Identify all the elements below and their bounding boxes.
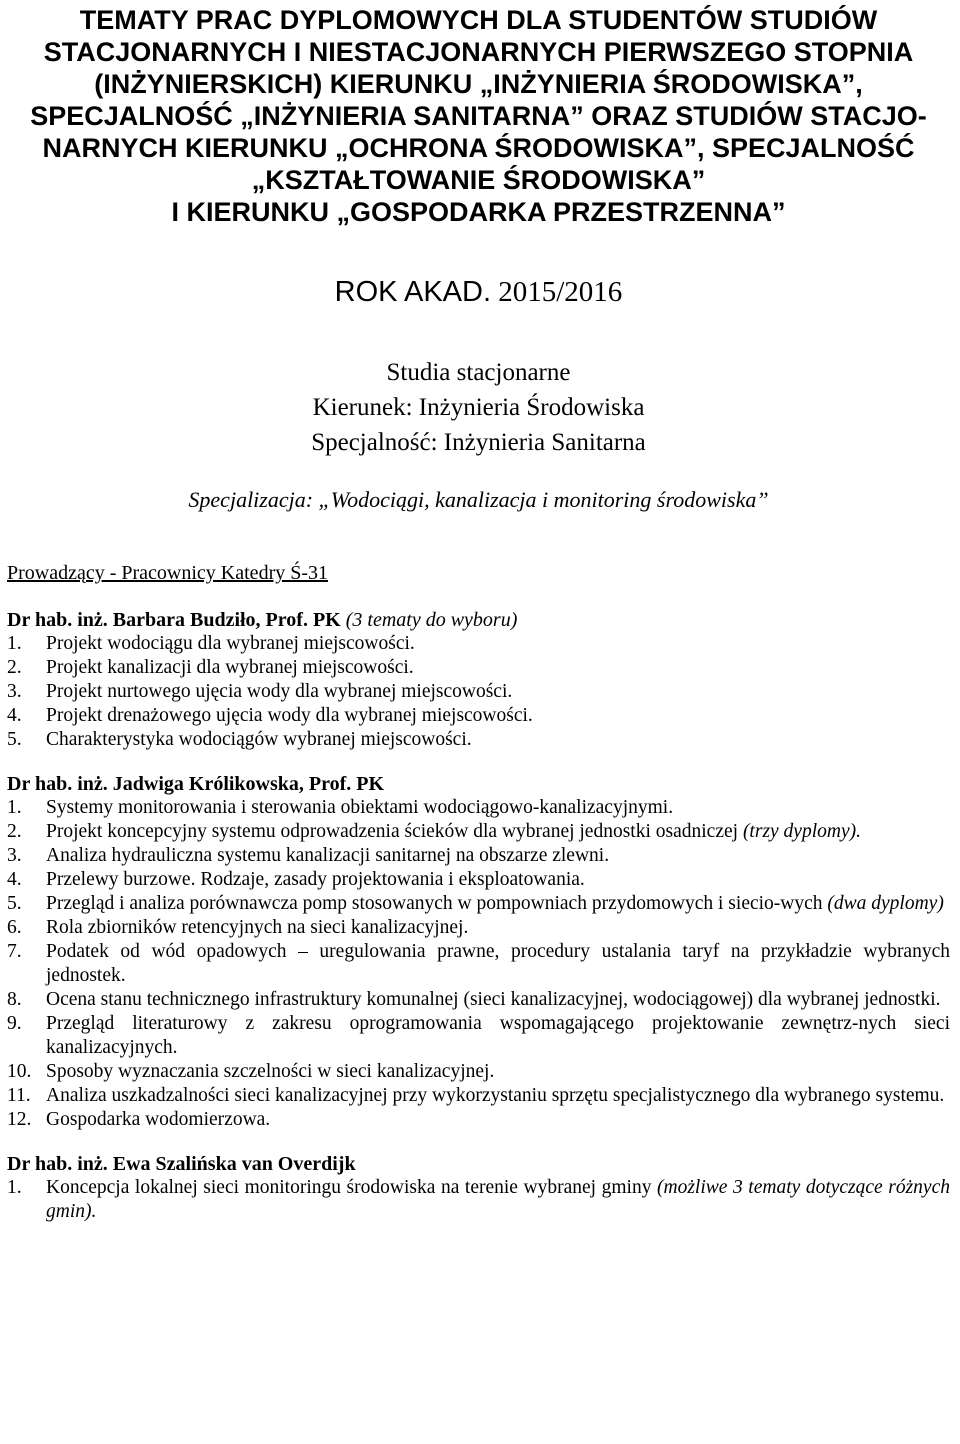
title-line: (INŻYNIERSKICH) KIERUNKU „INŻYNIERIA ŚRODOWISKA”, (94, 69, 863, 99)
topic-text-wrap (46, 892, 950, 916)
topic-text-wrap (46, 988, 950, 1012)
topic-item (7, 796, 950, 820)
topic-text-wrap (46, 704, 950, 728)
topic-number: 8. (7, 989, 22, 1010)
topic-text-wrap (46, 844, 950, 868)
topic-item (7, 728, 950, 752)
topic-text-wrap (46, 1084, 950, 1108)
title-line: „KSZTAŁTOWANIE ŚRODOWISKA” (251, 165, 706, 195)
topic-list (7, 796, 950, 1132)
supervisor-name: Dr hab. inż. Barbara Budziło, Prof. PK (7, 609, 341, 631)
topic-text: Przegląd literaturowy z zakresu oprogramowania wspomagającego projektowanie zewnętrz-nych sieci kanalizacyjnych. (46, 1013, 950, 1058)
topic-number: 7. (7, 941, 22, 962)
topic-number: 3. (7, 681, 22, 702)
academic-year-label: ROK AKAD. (334, 276, 491, 308)
topic-item (7, 1012, 950, 1060)
supervisor-note: (3 tematy do wyboru) (345, 609, 518, 631)
academic-year-value: 2015/2016 (498, 276, 623, 308)
topic-number: 1. (7, 797, 22, 818)
topic-list (7, 632, 950, 752)
topic-text: Projekt wodociągu dla wybranej miejscowości. (46, 633, 415, 654)
topic-note: (dwa dyplomy) (827, 893, 944, 914)
supervisor-heading (7, 772, 950, 796)
topic-item (7, 940, 950, 988)
topic-item (7, 680, 950, 704)
topic-item (7, 632, 950, 656)
topic-number: 9. (7, 1013, 22, 1034)
topic-number: 3. (7, 845, 22, 866)
topic-number: 6. (7, 917, 22, 938)
study-info (7, 355, 950, 460)
topic-text-wrap (46, 728, 950, 752)
topic-item (7, 988, 950, 1012)
topic-number: 2. (7, 821, 22, 842)
topic-item (7, 1176, 950, 1224)
title-line: SPECJALNOŚĆ „INŻYNIERIA SANITARNA” ORAZ STUDIÓW STACJO- (30, 101, 927, 131)
topic-text: Gospodarka wodomierzowa. (46, 1109, 271, 1130)
topic-text: Sposoby wyznaczania szczelności w sieci kanalizacyjnej. (46, 1061, 495, 1082)
supervisor-name: Dr hab. inż. Jadwiga Królikowska, Prof. PK (7, 773, 385, 795)
topic-text: Analiza uszkadzalności sieci kanalizacyjnej przy wykorzystaniu sprzętu specjalistycznego dla wybranego systemu. (46, 1085, 945, 1106)
topic-text-wrap (46, 796, 950, 820)
supervisor-section (7, 608, 950, 752)
topic-note: (trzy dyplomy). (742, 821, 861, 842)
topic-number: 10. (7, 1061, 32, 1082)
topic-text-wrap (46, 1060, 950, 1084)
topic-text-wrap (46, 1012, 950, 1060)
document-title (7, 4, 950, 228)
topic-number: 2. (7, 657, 22, 678)
topic-item (7, 1084, 950, 1108)
leaders-heading: Prowadzący - Pracownicy Katedry Ś-31 (7, 562, 329, 584)
topic-item (7, 892, 950, 916)
topic-text: Podatek od wód opadowych – uregulowania prawne, procedury ustalania taryf na przykładzie wybranych jednostek. (46, 941, 950, 986)
topic-text: Projekt kanalizacji dla wybranej miejscowości. (46, 657, 414, 678)
supervisor-section (7, 1152, 950, 1224)
topic-text-wrap (46, 1108, 950, 1132)
topic-text-wrap (46, 820, 950, 844)
topic-text: Charakterystyka wodociągów wybranej miejscowości. (46, 729, 472, 750)
title-line: TEMATY PRAC DYPLOMOWYCH DLA STUDENTÓW STUDIÓW (79, 5, 878, 35)
topic-number: 1. (7, 1177, 22, 1198)
topic-text: Projekt drenażowego ujęcia wody dla wybranej miejscowości. (46, 705, 533, 726)
topic-text: Projekt koncepcyjny systemu odprowadzenia ścieków dla wybranej jednostki osadniczej (46, 821, 739, 842)
topic-number: 5. (7, 893, 22, 914)
topic-text-wrap (46, 632, 950, 656)
topic-list (7, 1176, 950, 1224)
supervisors-list (7, 608, 950, 1224)
topic-text: Ocena stanu technicznego infrastruktury komunalnej (sieci kanalizacyjnej, wodociągowej) dla wybranej jednostki. (46, 989, 941, 1010)
study-field: Kierunek: Inżynieria Środowiska (312, 394, 645, 421)
topic-text: Analiza hydrauliczna systemu kanalizacji sanitarnej na obszarze zlewni. (46, 845, 610, 866)
topic-text-wrap (46, 656, 950, 680)
topic-number: 4. (7, 705, 22, 726)
topic-text-wrap (46, 1176, 950, 1224)
topic-text-wrap (46, 868, 950, 892)
topic-number: 12. (7, 1109, 32, 1130)
topic-item (7, 656, 950, 680)
supervisor-heading (7, 608, 950, 632)
topic-item (7, 916, 950, 940)
title-line: I KIERUNKU „GOSPODARKA PRZESTRZENNA” (171, 197, 786, 227)
topic-item (7, 820, 950, 844)
topic-number: 1. (7, 633, 22, 654)
topic-item (7, 704, 950, 728)
topic-number: 11. (7, 1085, 31, 1106)
topic-text-wrap (46, 940, 950, 988)
specialization: Specjalizacja: „Wodociągi, kanalizacja i monitoring środowiska” (188, 487, 769, 512)
topic-text: Koncepcja lokalnej sieci monitoringu środowiska na terenie wybranej gminy (46, 1177, 652, 1198)
topic-text: Rola zbiorników retencyjnych na sieci kanalizacyjnej. (46, 917, 469, 938)
topic-text: Systemy monitorowania i sterowania obiektami wodociągowo-kanalizacyjnymi. (46, 797, 674, 818)
study-mode: Studia stacjonarne (386, 359, 571, 386)
supervisor-name: Dr hab. inż. Ewa Szalińska van Overdijk (7, 1153, 356, 1175)
topic-text: Projekt nurtowego ujęcia wody dla wybranej miejscowości. (46, 681, 513, 702)
topic-text-wrap (46, 680, 950, 704)
topic-item (7, 1060, 950, 1084)
topic-text-wrap (46, 916, 950, 940)
supervisor-section (7, 772, 950, 1132)
title-line: NARNYCH KIERUNKU „OCHRONA ŚRODOWISKA”, SPECJALNOŚĆ (42, 133, 915, 163)
study-specialty: Specjalność: Inżynieria Sanitarna (311, 429, 646, 456)
topic-note: (możliwe 3 tematy dotyczące różnych gmin). (46, 1177, 950, 1222)
title-line: STACJONARNYCH I NIESTACJONARNYCH PIERWSZEGO STOPNIA (43, 37, 914, 67)
topic-item (7, 1108, 950, 1132)
topic-text: Przegląd i analiza porównawcza pomp stosowanych w pompowniach przydomowych i siecio-wych (46, 893, 823, 914)
topic-text: Przelewy burzowe. Rodzaje, zasady projektowania i eksploatowania. (46, 869, 585, 890)
supervisor-heading (7, 1152, 950, 1176)
topic-number: 5. (7, 729, 22, 750)
topic-number: 4. (7, 869, 22, 890)
topic-item (7, 868, 950, 892)
topic-item (7, 844, 950, 868)
academic-year (7, 275, 950, 309)
